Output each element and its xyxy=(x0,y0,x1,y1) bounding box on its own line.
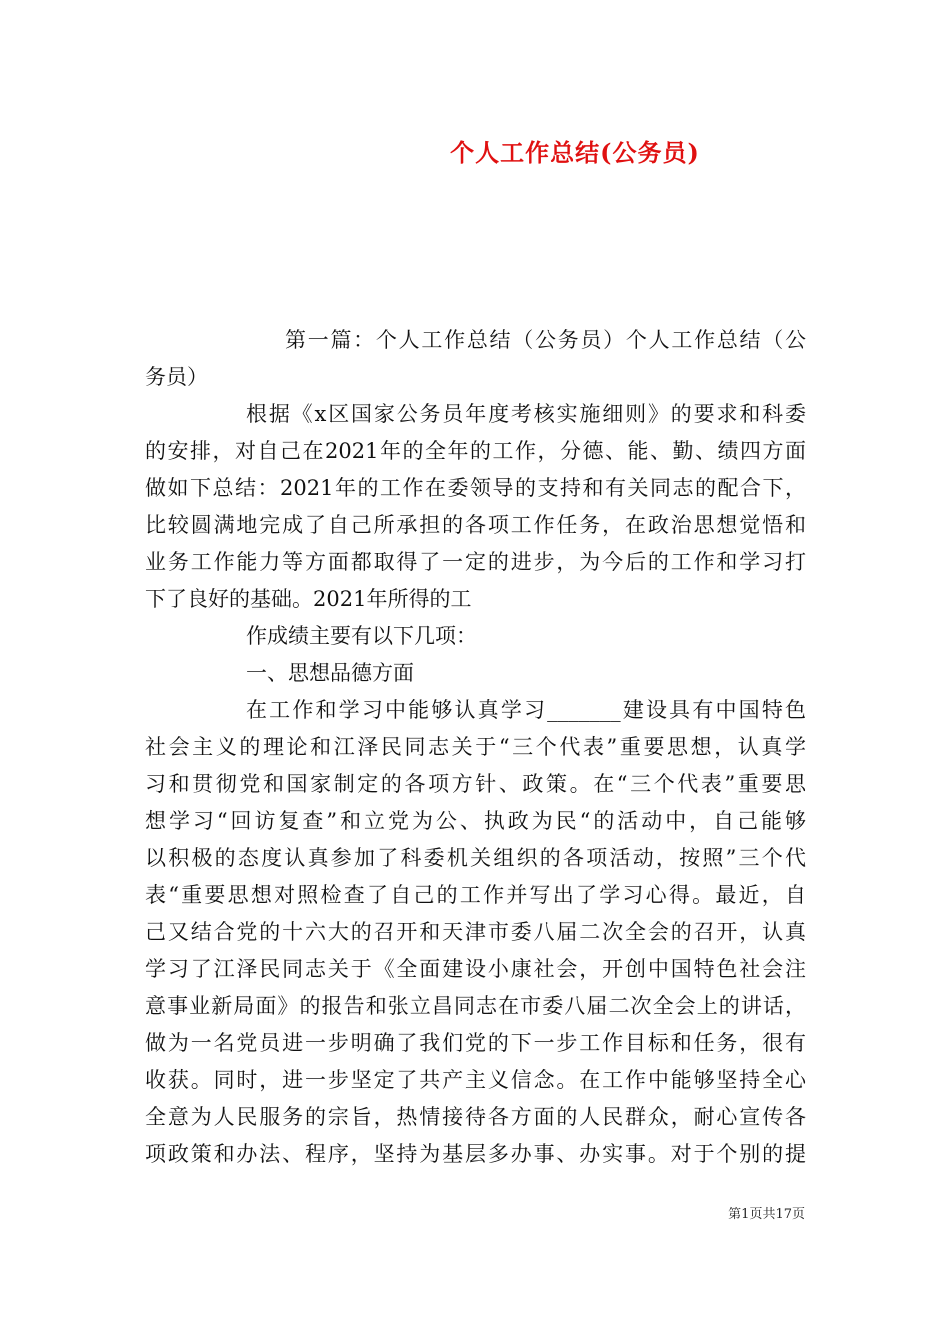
text-line: 想学习“回访复查”和立党为公、执政为民“的活动中，自己能够 xyxy=(145,809,806,833)
text-line: 做如下总结：2021年的工作在委领导的支持和有关同志的配合下， xyxy=(145,476,806,500)
text-line: 做为一名党员进一步明确了我们党的下一步工作目标和任务，很有 xyxy=(145,1031,806,1055)
text-line: 习和贯彻党和国家制定的各项方针、政策。在“三个代表”重要思 xyxy=(145,772,806,796)
text-line: 比较圆满地完成了自己所承担的各项工作任务，在政治思想觉悟和 xyxy=(145,513,806,537)
text-line: 学习了江泽民同志关于《全面建设小康社会，开创中国特色社会注 xyxy=(145,957,806,981)
document-title: 个人工作总结(公务员) xyxy=(450,138,700,167)
text-line: 下了良好的基础。2021年所得的工 xyxy=(145,587,472,611)
document-body xyxy=(145,322,806,1173)
text-line: 全意为人民服务的宗旨，热情接待各方面的人民群众，耐心宣传各 xyxy=(145,1105,806,1129)
text-line: 以积极的态度认真参加了科委机关组织的各项活动，按照”三个代 xyxy=(145,846,806,870)
text-line: 社会主义的理论和江泽民同志关于“三个代表”重要思想，认真学 xyxy=(145,735,806,759)
text-line: 收获。同时，进一步坚定了共产主义信念。在工作中能够坚持全心 xyxy=(145,1068,806,1092)
text-line: 一、思想品德方面 xyxy=(246,661,414,685)
text-line: 的安排，对自己在2021年的全年的工作，分德、能、勤、绩四方面 xyxy=(145,439,806,463)
page-number: 第1页共17页 xyxy=(728,1207,805,1222)
text-line: 根据《x区国家公务员年度考核实施细则》的要求和科委 xyxy=(246,402,806,426)
text-line: 己又结合党的十六大的召开和天津市委八届二次全会的召开，认真 xyxy=(145,920,806,944)
text-line: 在工作和学习中能够认真学习_______建设具有中国特色 xyxy=(246,698,806,722)
text-line: 第一篇：个人工作总结（公务员）个人工作总结（公 xyxy=(285,328,806,352)
text-line: 表“重要思想对照检查了自己的工作并写出了学习心得。最近，自 xyxy=(145,883,806,907)
text-line: 作成绩主要有以下几项： xyxy=(246,624,477,648)
text-line: 务员） xyxy=(145,365,208,389)
text-line: 项政策和办法、程序，坚持为基层多办事、办实事。对于个别的提 xyxy=(145,1142,806,1166)
text-line: 业务工作能力等方面都取得了一定的进步，为今后的工作和学习打 xyxy=(145,550,806,574)
text-line: 意事业新局面》的报告和张立昌同志在市委八届二次全会上的讲话， xyxy=(145,994,806,1018)
